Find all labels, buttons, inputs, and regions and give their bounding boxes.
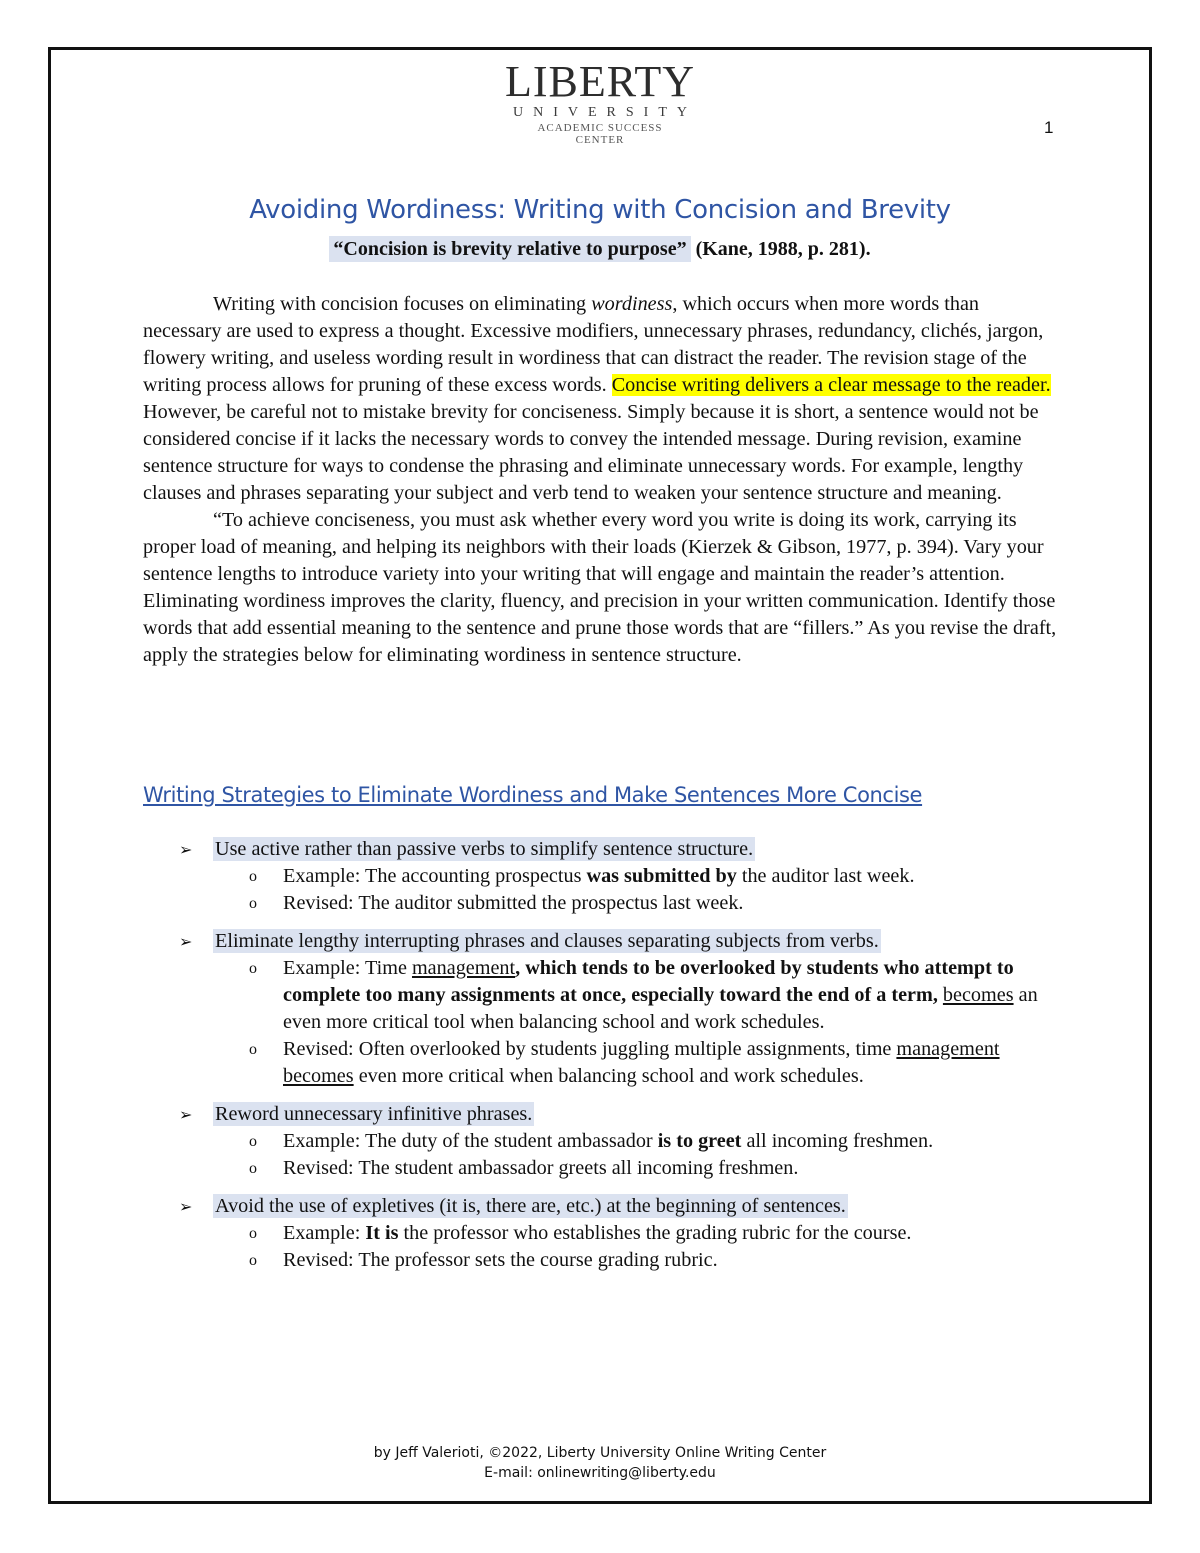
example-line — [143, 955, 1058, 1036]
example-bold: , which tends to be overlooked by students who attempt to complete too many assignments at once, especially toward the end of a term, — [283, 957, 1014, 1006]
strategy-heading — [143, 836, 1058, 863]
arrow-bullet-icon: ➢ — [179, 1105, 193, 1124]
example-text: Example: — [283, 1222, 366, 1244]
circle-bullet-icon: o — [249, 1225, 257, 1242]
epigraph-quote: “Concision is brevity relative to purpose” — [329, 236, 690, 262]
revised-text: Revised: The student ambassador greets all incoming freshmen. — [283, 1157, 799, 1179]
logo-wordmark: LIBERTY — [504, 57, 696, 106]
arrow-bullet-icon: ➢ — [179, 932, 193, 951]
paragraph-1-text: Writing with concision focuses on eliminating — [213, 293, 592, 315]
example-text: an even more critical tool when balancing school and work schedules. — [283, 984, 1038, 1033]
arrow-bullet-icon: ➢ — [179, 1197, 193, 1216]
strategy-heading — [143, 1193, 1058, 1220]
example-line — [143, 1128, 1058, 1155]
example-text: Example: The duty of the student ambassador — [283, 1130, 658, 1152]
circle-bullet-icon: o — [249, 1041, 257, 1058]
liberty-university-logo — [0, 57, 1200, 146]
example-line — [143, 863, 1058, 890]
strategy-heading-text: Avoid the use of expletives (it is, there are, etc.) at the beginning of sentences. — [215, 1195, 846, 1217]
paragraph-2: “To achieve conciseness, you must ask whether every word you write is doing its work, carrying its proper load of meaning, and helping its neighbors with their loads (Kierzek & Gibson, 1977, p. 394). Vary your sentence lengths to introduce variety into your writing that will engage and maintain the reader’s attention. Eliminating wordiness improves the clarity, fluency, and precision in your written communication. Identify those words that add essential meaning to the sentence and prune those words that are “fillers.” As you revise the draft, apply the strategies below for eliminating wordiness in sentence structure. — [143, 509, 1057, 666]
example-bold: It is — [365, 1222, 399, 1244]
revised-line — [143, 1155, 1058, 1182]
example-text: the professor who establishes the grading rubric for the course. — [398, 1222, 912, 1244]
circle-bullet-icon: o — [249, 1133, 257, 1150]
circle-bullet-icon: o — [249, 1160, 257, 1177]
paragraph-1-text: , which occurs when more words than necessary are used to express a thought. Excessive modifiers, unnecessary phrases, redundancy, clichés, jargon, flowery writing, and useless wording result in wordiness that can distract the reader. The revision stage of the writing process allows for pruning of these excess words. — [143, 293, 1044, 396]
revised-line — [143, 1036, 1058, 1090]
section-heading: Writing Strategies to Eliminate Wordiness and Make Sentences More Concise — [143, 783, 923, 807]
strategy-list — [143, 836, 1058, 1285]
example-text: Example: Time — [283, 957, 412, 979]
strategy-heading — [143, 928, 1058, 955]
revised-text: Revised: Often overlooked by students juggling multiple assignments, time — [283, 1038, 897, 1060]
footer-email[interactable]: E-mail: onlinewriting@liberty.edu — [484, 1465, 716, 1481]
example-text: the auditor last week. — [736, 865, 915, 887]
circle-bullet-icon: o — [249, 868, 257, 885]
circle-bullet-icon: o — [249, 1252, 257, 1269]
highlighted-sentence: Concise writing delivers a clear message to the reader. — [611, 374, 1051, 396]
arrow-bullet-icon: ➢ — [179, 840, 193, 859]
revised-underlined: management becomes — [283, 1038, 1000, 1087]
epigraph — [0, 238, 1200, 261]
footer-credit: by Jeff Valerioti, ©2022, Liberty University Online Writing Center — [373, 1445, 827, 1461]
strategy-item — [143, 1193, 1058, 1274]
circle-bullet-icon: o — [249, 960, 257, 977]
revised-line — [143, 890, 1058, 917]
logo-university: UNIVERSITY — [513, 105, 697, 120]
example-bold: is to greet — [657, 1130, 742, 1152]
revised-text: Revised: The professor sets the course grading rubric. — [283, 1249, 718, 1271]
strategy-heading-text: Eliminate lengthy interrupting phrases and clauses separating subjects from verbs. — [215, 930, 879, 952]
revised-line — [143, 1247, 1058, 1274]
example-text: all incoming freshmen. — [741, 1130, 934, 1152]
logo-center: CENTER — [575, 134, 625, 146]
strategy-item — [143, 836, 1058, 917]
example-bold: was submitted by — [586, 865, 737, 887]
example-text: Example: The accounting prospectus — [283, 865, 587, 887]
footer — [0, 1443, 1200, 1483]
strategy-item — [143, 1101, 1058, 1182]
strategy-heading — [143, 1101, 1058, 1128]
paragraph-1-italic: wordiness — [591, 293, 673, 315]
document-title: Avoiding Wordiness: Writing with Concision and Brevity — [249, 195, 951, 225]
logo-academic-success: ACADEMIC SUCCESS — [537, 122, 663, 134]
revised-text: even more critical when balancing school and work schedules. — [353, 1065, 864, 1087]
paragraph-1 — [143, 291, 1058, 507]
revised-text: Revised: The auditor submitted the prospectus last week. — [283, 892, 744, 914]
body-text — [143, 291, 1058, 669]
page-border — [48, 47, 1152, 1504]
example-underlined: management — [411, 957, 516, 979]
example-underlined: becomes — [942, 984, 1014, 1006]
page-number: 1 — [1044, 118, 1054, 137]
strategy-heading-text: Use active rather than passive verbs to simplify sentence structure. — [215, 838, 754, 860]
circle-bullet-icon: o — [249, 895, 257, 912]
strategy-heading-text: Reword unnecessary infinitive phrases. — [215, 1103, 533, 1125]
epigraph-citation: (Kane, 1988, p. 281). — [690, 238, 871, 260]
strategy-item — [143, 928, 1058, 1090]
example-line — [143, 1220, 1058, 1247]
paragraph-1-text: However, be careful not to mistake brevity for conciseness. Simply because it is short, a sentence would not be considered concise if it lacks the necessary words to convey the intended message. During revision, examine sentence structure for ways to condense the phrasing and eliminate unnecessary words. For example, lengthy clauses and phrases separating your subject and verb tend to weaken your sentence structure and meaning. — [143, 401, 1039, 504]
